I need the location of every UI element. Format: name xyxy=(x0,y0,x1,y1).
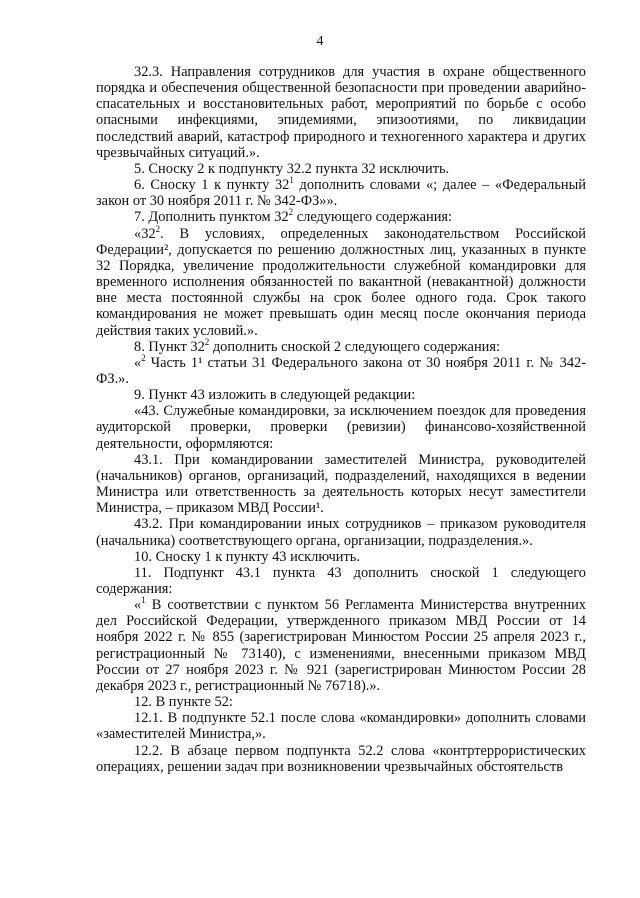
paragraph-item-12: 12. В пункте 52: xyxy=(134,694,233,711)
text-segment: 8. Пункт 32 xyxy=(134,338,205,355)
paragraph-32-2-text xyxy=(96,223,586,339)
page-number: 4 xyxy=(316,34,324,49)
paragraph-43-2: 43.2. При командировании иных сотрудников – приказом руководителя (начальника) соответствующего органа, организации, подразделения.». xyxy=(96,516,586,549)
text-segment: « xyxy=(134,354,142,371)
paragraph-item-11: 11. Подпункт 43.1 пункта 43 дополнить сноской 1 следующего содержания: xyxy=(96,564,586,597)
paragraph-item-6 xyxy=(96,177,586,209)
text-segment: следующего содержания: xyxy=(293,209,453,226)
superscript: 1 xyxy=(289,175,294,186)
document-body xyxy=(96,64,586,775)
text-segment: В соответствии с пунктом 56 Регламента Министерства внутренних дел Российской Федерации, утвержденного приказом МВД России от 14 ноября 2022 г. № 855 (зарегистрирован Минюстом России 25 апреля 2023 г., регистрационный № 73140), с изменениями, внесенными приказом МВД России от 27 ноября 2023 г. № 921 (зарегистрирован Минюстом России 28 декабря 2023 г., регистрационный № 76718).». xyxy=(96,597,586,694)
paragraph-item-9: 9. Пункт 43 изложить в следующей редакции: xyxy=(134,387,416,404)
text-segment: дополнить словами «; далее – «Федеральный закон от 30 ноября 2011 г. № 342-ФЗ»». xyxy=(96,177,586,210)
superscript: 2 xyxy=(204,336,210,347)
paragraph-item-8 xyxy=(96,336,586,355)
text-segment: . В условиях, определенных законодательством Российской Федерации², допускается по решению должностных лиц, указанных в пункте 32 Порядка, увеличение продолжительности служебной командировки для временного исполнения обязанностей по вакантной (невакантной) должности вне места постоянной службы на срок более одного года. Срок такого командирования не может превышать один месяц после окончания периода действия таких условий.». xyxy=(96,225,586,339)
superscript: 2 xyxy=(141,353,146,364)
paragraph-43: «43. Служебные командировки, за исключением поездок для проведения аудиторской проверки, проверки (ревизии) финансово-хозяйственной деятельности, оформляются: xyxy=(96,403,586,452)
paragraph-item-10: 10. Сноску 1 к пункту 43 исключить. xyxy=(134,548,360,565)
superscript: 1 xyxy=(141,595,146,606)
paragraph-43-1: 43.1. При командировании заместителей Министра, руководителей (начальников) органов, организаций, подразделений, находящихся в ведении Министра или ответственность за деятельность которых несут заместители Министра, – приказом МВД России¹. xyxy=(96,451,586,517)
superscript: 2 xyxy=(288,207,294,218)
paragraph-item-5: 5. Сноску 2 к подпункту 32.2 пункта 32 исключить. xyxy=(134,160,450,177)
footnote-2-text xyxy=(96,355,586,387)
text-segment: 7. Дополнить пунктом 32 xyxy=(134,209,289,226)
text-segment: « xyxy=(134,597,142,614)
text-segment: «32 xyxy=(134,225,156,242)
text-segment: дополнить сноской 2 следующего содержания: xyxy=(209,338,500,355)
text-segment: 6. Сноску 1 к пункту 32 xyxy=(134,177,290,194)
footnote-1-text xyxy=(96,597,586,694)
paragraph-32-3: 32.3. Направления сотрудников для участия в охране общественного порядка и обеспечения общественной безопасности при проведении аварийно-спасательных и восстановительных работ, мероприятий по борьбе с особо опасными инфекциями, эпидемиями, эпизоотиями, по ликвидации последствий аварий, катастроф природного и техногенного характера и других чрезвычайных ситуаций.». xyxy=(96,64,586,161)
superscript: 2 xyxy=(155,223,161,234)
paragraph-item-7 xyxy=(96,209,586,225)
paragraph-12-1: 12.1. В подпункте 52.1 после слова «командировки» дополнить словами «заместителей Министра,». xyxy=(96,710,586,743)
paragraph-12-2: 12.2. В абзаце первом подпункта 52.2 слова «контртеррористических операциях, решении задач при возникновении чрезвычайных обстоятельств xyxy=(96,742,586,775)
text-segment: Часть 1¹ статьи 31 Федерального закона от 30 ноября 2011 г. № 342-ФЗ.». xyxy=(96,354,586,387)
